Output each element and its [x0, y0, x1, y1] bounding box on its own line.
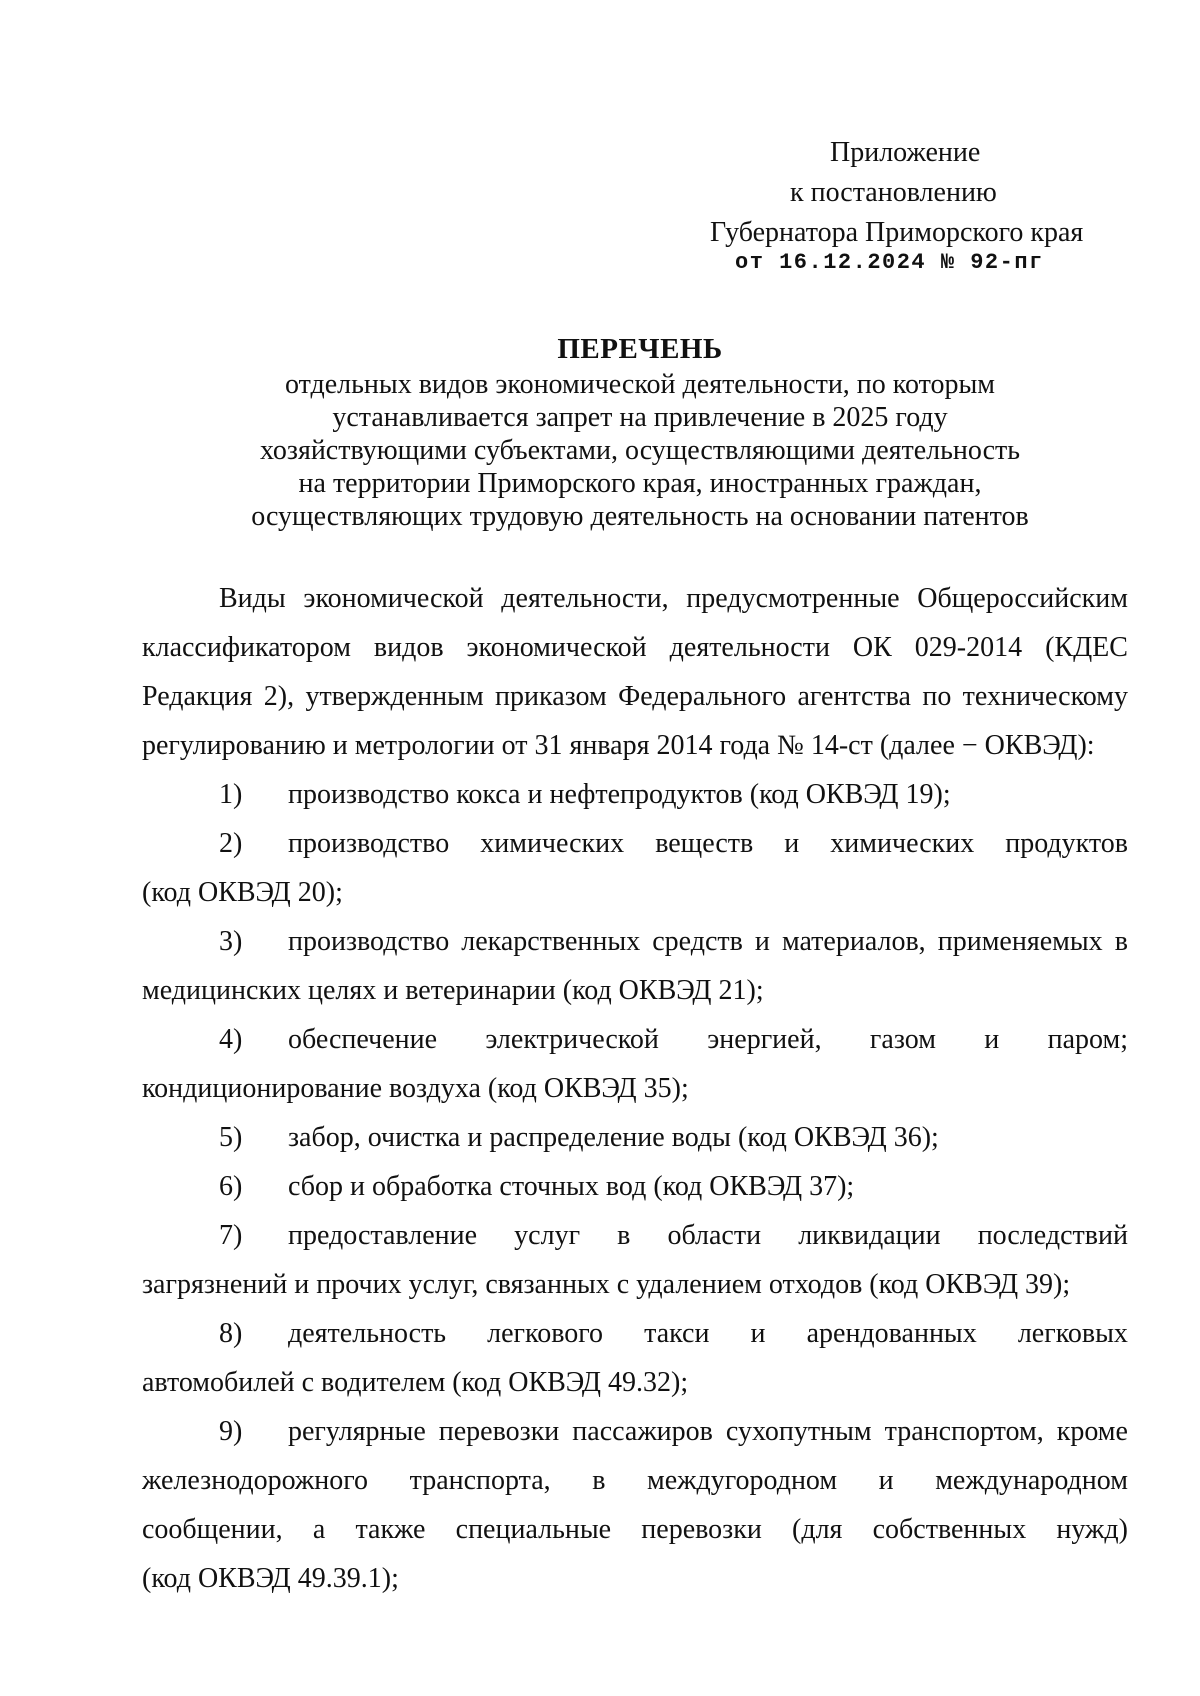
item-number: 4) [219, 1024, 243, 1055]
item-continuation [142, 1505, 1128, 1554]
list-item [142, 1309, 1128, 1358]
appendix-date-number: от 16.12.2024 № 92-пг [735, 250, 1044, 275]
item-text: производство химических веществ и химических продуктов [288, 828, 1128, 859]
title-line: отдельных видов экономической деятельности, по которым [284, 369, 996, 400]
title-line: осуществляющих трудовую деятельность на основании патентов [251, 501, 1029, 532]
item-continuation: медицинских целях и ветеринарии (код ОКВЭД 21); [142, 975, 764, 1006]
item-number: 6) [219, 1171, 243, 1202]
item-text: сообщении, а также специальные перевозки (для собственных нужд) [142, 1514, 1128, 1545]
item-text: сбор и обработка сточных вод (код ОКВЭД 37); [288, 1171, 855, 1202]
appendix-label: Приложение [830, 137, 981, 168]
intro-line [142, 574, 1128, 623]
item-continuation: (код ОКВЭД 20); [142, 877, 343, 908]
appendix-header [680, 133, 1140, 253]
item-text: деятельность легкового такси и арендованных легковых [288, 1318, 1128, 1349]
list-item [142, 1015, 1128, 1064]
intro-text: Редакция 2), утвержденным приказом Федерального агентства по техническому [142, 681, 1128, 712]
list-item [142, 819, 1128, 868]
item-number: 9) [219, 1416, 243, 1447]
list-item [142, 1162, 1128, 1211]
appendix-resolution: к постановлению [790, 177, 997, 208]
item-number: 7) [219, 1220, 243, 1251]
item-number: 1) [219, 779, 243, 810]
item-number: 2) [219, 828, 243, 859]
item-continuation [142, 1456, 1128, 1505]
item-continuation: автомобилей с водителем (код ОКВЭД 49.32); [142, 1367, 689, 1398]
intro-line [142, 623, 1128, 672]
item-text: регулярные перевозки пассажиров сухопутным транспортом, кроме [288, 1416, 1128, 1447]
document-title [140, 330, 1140, 533]
item-number: 3) [219, 926, 243, 957]
list-item [142, 917, 1128, 966]
item-number: 8) [219, 1318, 243, 1349]
item-text: железнодорожного транспорта, в междугородном и международном [142, 1465, 1128, 1496]
item-text: производство кокса и нефтепродуктов (код ОКВЭД 19); [288, 779, 951, 810]
appendix-governor: Губернатора Приморского края [710, 217, 1084, 248]
item-number: 5) [219, 1122, 243, 1153]
title-line: устанавливается запрет на привлечение в 2025 году [332, 402, 948, 433]
item-continuation: кондиционирование воздуха (код ОКВЭД 35); [142, 1073, 689, 1104]
intro-text: классификатором видов экономической деятельности ОК 029-2014 (КДЕС [142, 632, 1128, 663]
item-continuation: загрязнений и прочих услуг, связанных с удалением отходов (код ОКВЭД 39); [142, 1269, 1071, 1300]
list-item [142, 770, 1128, 819]
intro-line: регулированию и метрологии от 31 января 2014 года № 14-ст (далее − ОКВЭД): [142, 730, 1095, 761]
item-text: забор, очистка и распределение воды (код ОКВЭД 36); [288, 1122, 939, 1153]
list-item [142, 1211, 1128, 1260]
intro-text: Виды экономической деятельности, предусмотренные Общероссийским [219, 583, 1128, 614]
title-line: хозяйствующими субъектами, осуществляющими деятельность [259, 435, 1021, 466]
title-line: на территории Приморского края, иностранных граждан, [298, 468, 982, 499]
item-text: предоставление услуг в области ликвидации последствий [288, 1220, 1128, 1251]
item-continuation: (код ОКВЭД 49.39.1); [142, 1563, 399, 1594]
list-item [142, 1113, 1128, 1162]
item-text: производство лекарственных средств и материалов, применяемых в [288, 926, 1128, 957]
document-body [142, 574, 1128, 1603]
intro-line [142, 672, 1128, 721]
title-main: ПЕРЕЧЕНЬ [557, 333, 723, 365]
list-item [142, 1407, 1128, 1456]
item-text: обеспечение электрической энергией, газом и паром; [288, 1024, 1128, 1055]
